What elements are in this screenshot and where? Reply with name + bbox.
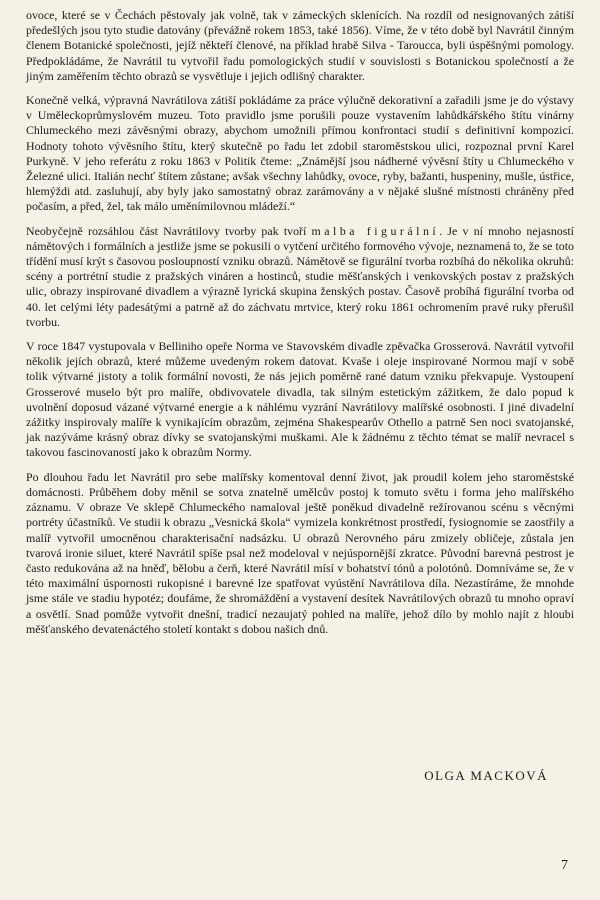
- paragraph-decorative-still-lifes: Konečně velká, výpravná Navrátilova zátiší pokládáme za práce výlučně dekorativní a zařadili jsme je do výstavy v Uměleckoprůmyslovém muzeu. Toto pravidlo jsme porušili pouze vystavením lahůdkářského štítu vinárny Chlumeckého mezi závěsnými obrazy, abychom umožnili přímou konfrontaci studií s definitivní kompozicí. Hodnoty tohoto vývěsního štítu, který skutečně po řadu let zdobil staroměstskou ulici, rozpoznal první Karel Purkyně. V jeho referátu z roku 1863 v Politik čteme: „Známější jsou nádherné vývěsní štíty u Chlumeckého v Železné ulici. Italián nechť štítem zůstane; avšak všechny lahůdky, ovoce, ryby, bažanti, huspeniny, mušle, ústřice, hlemýždi atd. zasluhují, aby byly jako samostatný obraz zarámovány a v nějaké slušné místnosti chráněny před počasím, a před, žel, tak málo uměnímilovnou mládeží.“: [26, 93, 574, 214]
- paragraph-pomological-studies: ovoce, které se v Čechách pěstovaly jak volně, tak v zámeckých sklenících. Na rozdíl od nesignovaných zátiší předešlých jsou tyto studie datovány (převážně rokem 1853, také 1856). Víme, že v této době byl Navrátil činným členem Botanické společnosti, jejíž někteří členové, na příklad hrabě Silva - Taroucca, byli úspěšnými pomology. Předpokládáme, že Navrátil tu vytvořil řadu pomologických studií v souvislosti s Botanickou společností a že jiným zaměřením těchto obrazů se vysvětluje i jejich odlišný charakter.: [26, 8, 574, 83]
- author-signature: OLGA MACKOVÁ: [424, 768, 548, 783]
- paragraph-daily-life: Po dlouhou řadu let Navrátil pro sebe malířsky komentoval denní život, jak proudil kolem jeho staroměstské domácnosti. Průběhem doby měnil se sotva znatelně umělcův postoj k tomuto světu i forma jeho malířského záznamu. V obraze Ve sklepě Chlumeckého namaloval ještě poněkud divadelně režírovanou scénu s věcnými portréty účastníků. Ve studii k obrazu „Vesnická škola“ vymizela konkrétnost prostředí, fysiognomie se zaostřily a malíř vytvořil umocněnou charakterisační nadsázku. U obrazů Nerovného páru zmizely obličeje, zůstala jen tvarová ironie siluet, které Navrátil spíše psal než modeloval v nejúspornější zkratce. Původní barevná pestrost je často redukována až na hněď, bělobu a čerň, které Navrátil mísí v bohatství tónů a polotónů. Domníváme se, že v této maximální úspornosti rukopisné i barevné lze spatřovat vyústění Navrátilova díla. Nezastíráme, že mnohde jsme stále ve stadiu hypotéz; doufáme, že shromáždění a vystavení desítek Navrátilových obrazů tu mnoho opraví a osvětlí. Snad pomůže vytvořit dnešní, tradicí nezaujatý pohled na malíře, jehož dílo by mohlo najít z hloubi měšťanského devatenáctého století kontakt s dobou našich dnů.: [26, 469, 574, 636]
- page-number: 7: [561, 858, 568, 873]
- paragraph-figural-painting: [26, 224, 574, 330]
- paragraph-norma-grosserova: V roce 1847 vystupovala v Belliniho opeře Norma ve Stavovském divadle zpěvačka Grosserová. Navrátil vytvořil několik jejích obrazů, které můžeme uvedeným rokem datovat. Kvaše i oleje inspirované Normou mají v sobě tolik výtvarné jistoty a tolik formální novosti, že nás jejich poměrně rané datum vzniku překvapuje. Vystoupení Grosserové muselo být pro malíře, obdivovatele divadla, tak silným estetickým zážitkem, že dalo popud k uvolnění doposud vázané výtvarné energie a k náhlému vyzrání Navrátilovy malířské osobnosti. I jiné divadelní zážitky inspirovaly malíře k vynikajícím obrazům, zejména Shakespearův Othello a patrně Sen noci svatojanské, jak nazýváme krásný obraz dívky se svatojanskými muškami. Ale k žádnému z těchto témat se malíř nevracel s takovou fascinovaností jako k obrazům Normy.: [26, 339, 574, 460]
- paragraph-figural-rest: . Je v ní mnoho nejasností námětových i formálních a jestliže jsme se pokusili o vytčení určitého formového vývoje, neznamená to, že se toto třídění musí krýt s časovou posloupností vzniku obrazů. Námětově se figurální tvorba rozbíhá do několika okruhů: scény a portrétní studie z pražských vináren a hostinců, studie měšťanských i venkovských postav z pražských ulic, obrazy inspirované divadlem a výrazně lyrická skupina ženských postav. Časově probíhá figurální tvorba od 40. let celými léty padesátými a patrně až do záchvatu mrtvice, který roku 1861 ochromením pravé ruky přerušil tvorbu.: [26, 223, 574, 329]
- paragraph-figural-intro: Neobyčejně rozsáhlou část Navrátilovy tvorby pak tvoří: [26, 223, 312, 238]
- emphasized-term: malba figurální: [311, 223, 440, 238]
- article-body: [26, 8, 574, 637]
